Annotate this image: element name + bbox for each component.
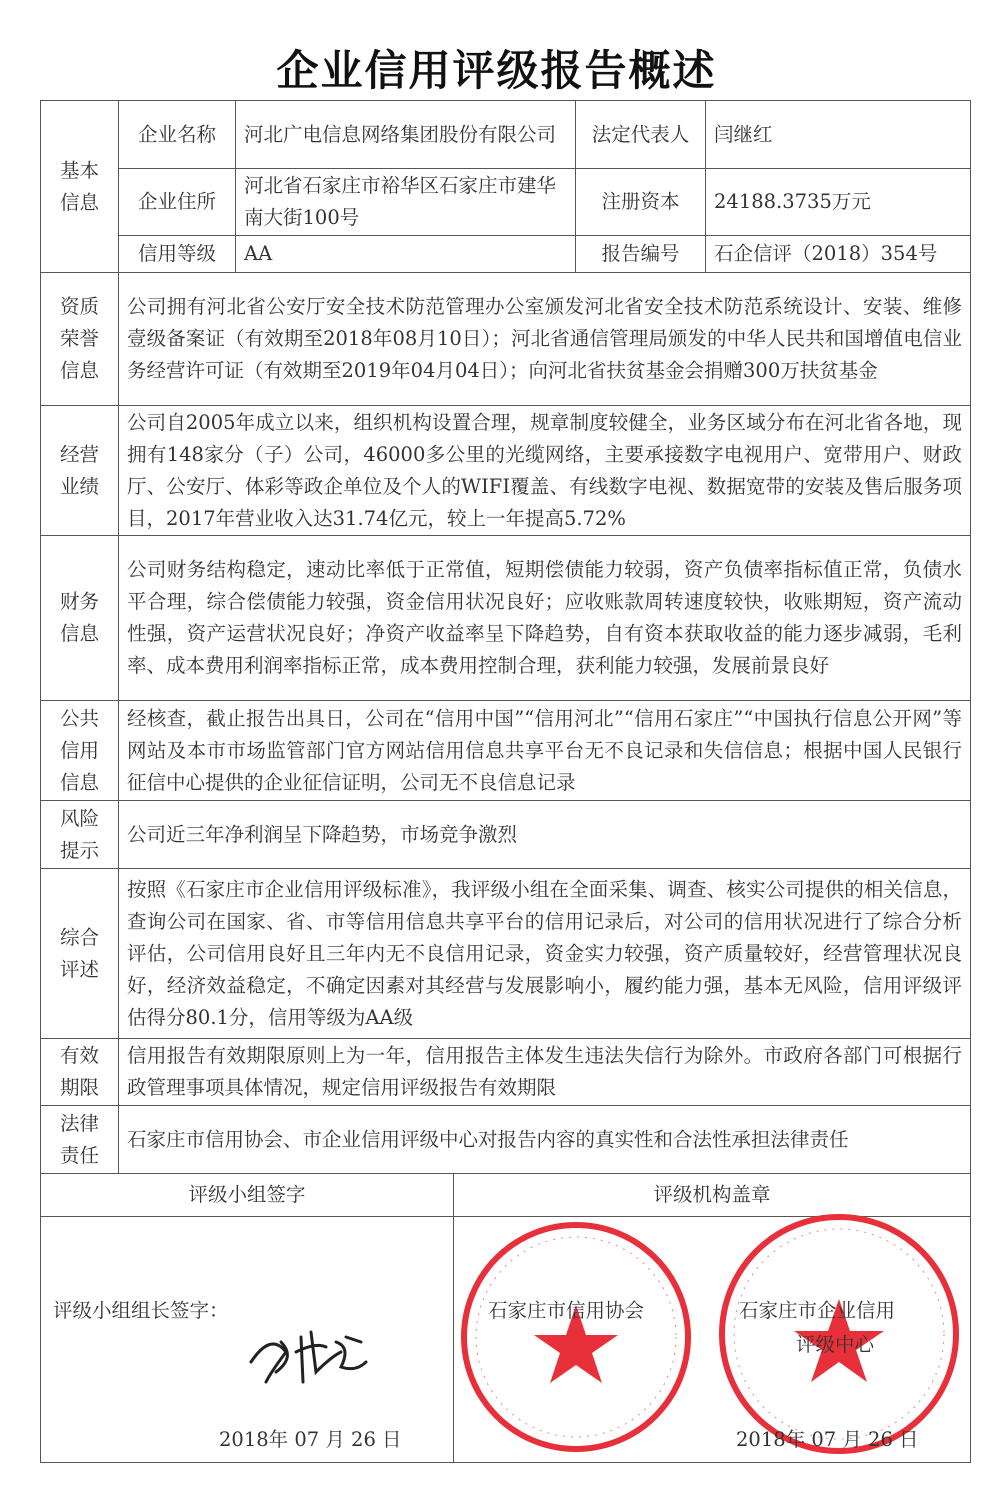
org2-name-line1: 石家庄市企业信用 (739, 1299, 896, 1322)
section-label: 法律责任 (41, 1106, 119, 1174)
handwritten-signature (241, 1312, 381, 1392)
leader-signature-label: 评级小组组长签字： (53, 1299, 229, 1322)
team-signature-cell (41, 1217, 454, 1462)
credit-rating: AA (236, 236, 576, 273)
summary-text: 按照《石家庄市企业信用评级标准》，我评级小组在全面采集、调查、核实公司提供的相关信息，查询公司在国家、省、市等信用信息共享平台的信用记录后，对公司的信用状况进行了综合分析评估，公司信用良好且三年内无不良信用记录，资金实力较强，资产质量较好，经营管理状况良好，经济效益稳定，不确定因素对其经营与发展影响小，履约能力强，基本无风险，信用评级评估得分80.1分，信用等级为AA级 (119, 869, 971, 1039)
section-label: 公共信用信息 (41, 701, 119, 801)
registered-capital: 24188.3735万元 (706, 169, 971, 236)
financial-text: 公司财务结构稳定，速动比率低于正常值，短期偿债能力较弱，资产负债率指标值正常，负债水平合理，综合偿债能力较强，资金信用状况良好；应收账款周转速度较快，收账期短，资产流动性强，资产运营状况良好；净资产收益率呈下降趋势，自有资本获取收益的能力逐步减弱，毛利率、成本费用利润率指标正常，成本费用控制合理，获利能力较强，发展前景良好 (119, 536, 971, 701)
rating-label: 信用等级 (119, 236, 236, 273)
org2-name-line2: 评级中心 (796, 1333, 875, 1356)
report-no-label: 报告编号 (576, 236, 706, 273)
report-table (40, 100, 971, 1463)
section-label: 综合评述 (41, 869, 119, 1039)
page-title: 企业信用评级报告概述 (276, 46, 717, 95)
company-name-label: 企业名称 (119, 101, 236, 169)
basic-info-label: 基本信息 (41, 101, 119, 273)
seal-credit-association (456, 1217, 696, 1457)
address-label: 企业住所 (119, 169, 236, 236)
left-date: 2018年 07 月 26 日 (219, 1428, 402, 1451)
report-number: 石企信评（2018）354号 (706, 236, 971, 273)
legal-rep: 闫继红 (706, 101, 971, 169)
section-label: 有效期限 (41, 1039, 119, 1106)
legal-text: 石家庄市信用协会、市企业信用评级中心对报告内容的真实性和合法性承担法律责任 (119, 1106, 971, 1174)
org1-name: 石家庄市信用协会 (488, 1299, 645, 1322)
section-label: 财务信息 (41, 536, 119, 701)
org-seal-cell (454, 1217, 970, 1462)
public-credit-text: 经核查，截止报告出具日，公司在“信用中国”“信用河北”“信用石家庄”“中国执行信息公开网”等网站及本市市场监管部门官方网站信用信息共享平台无不良记录和失信信息；根据中国人民银行征信中心提供的企业征信证明，公司无不良信息记录 (119, 701, 971, 801)
legal-rep-label: 法定代表人 (576, 101, 706, 169)
org-seal-header: 评级机构盖章 (653, 1183, 771, 1206)
section-label: 经营业绩 (41, 406, 119, 536)
section-label: 资质荣誉信息 (41, 273, 119, 406)
risk-text: 公司近三年净利润呈下降趋势，市场竞争激烈 (119, 801, 971, 869)
right-date: 2018年 07 月 26 日 (736, 1428, 919, 1451)
team-signature-header: 评级小组签字 (41, 1174, 454, 1216)
section-label: 风险提示 (41, 801, 119, 869)
company-name: 河北广电信息网络集团股份有限公司 (236, 101, 576, 169)
validity-text: 信用报告有效期限原则上为一年，信用报告主体发生违法失信行为除外。市政府各部门可根据行政管理事项具体情况，规定信用评级报告有效期限 (119, 1039, 971, 1106)
capital-label: 注册资本 (576, 169, 706, 236)
address: 河北省石家庄市裕华区石家庄市建华南大街100号 (236, 169, 576, 236)
qualification-text: 公司拥有河北省公安厅安全技术防范管理办公室颁发河北省安全技术防范系统设计、安装、维修壹级备案证（有效期至2018年08月10日）；河北省通信管理局颁发的中华人民共和国增值电信业务经营许可证（有效期至2019年04月04日）；向河北省扶贫基金会捐赠300万扶贫基金 (119, 273, 971, 406)
performance-text: 公司自2005年成立以来，组织机构设置合理，规章制度较健全，业务区域分布在河北省各地，现拥有148家分（子）公司，46000多公里的光缆网络，主要承接数字电视用户、宽带用户、财政厅、公安厅、体彩等政企单位及个人的WIFI覆盖、有线数字电视、数据宽带的安装及售后服务项目，2017年营业收入达31.74亿元，较上一年提高5.72% (119, 406, 971, 536)
signature-section (41, 1174, 971, 1463)
